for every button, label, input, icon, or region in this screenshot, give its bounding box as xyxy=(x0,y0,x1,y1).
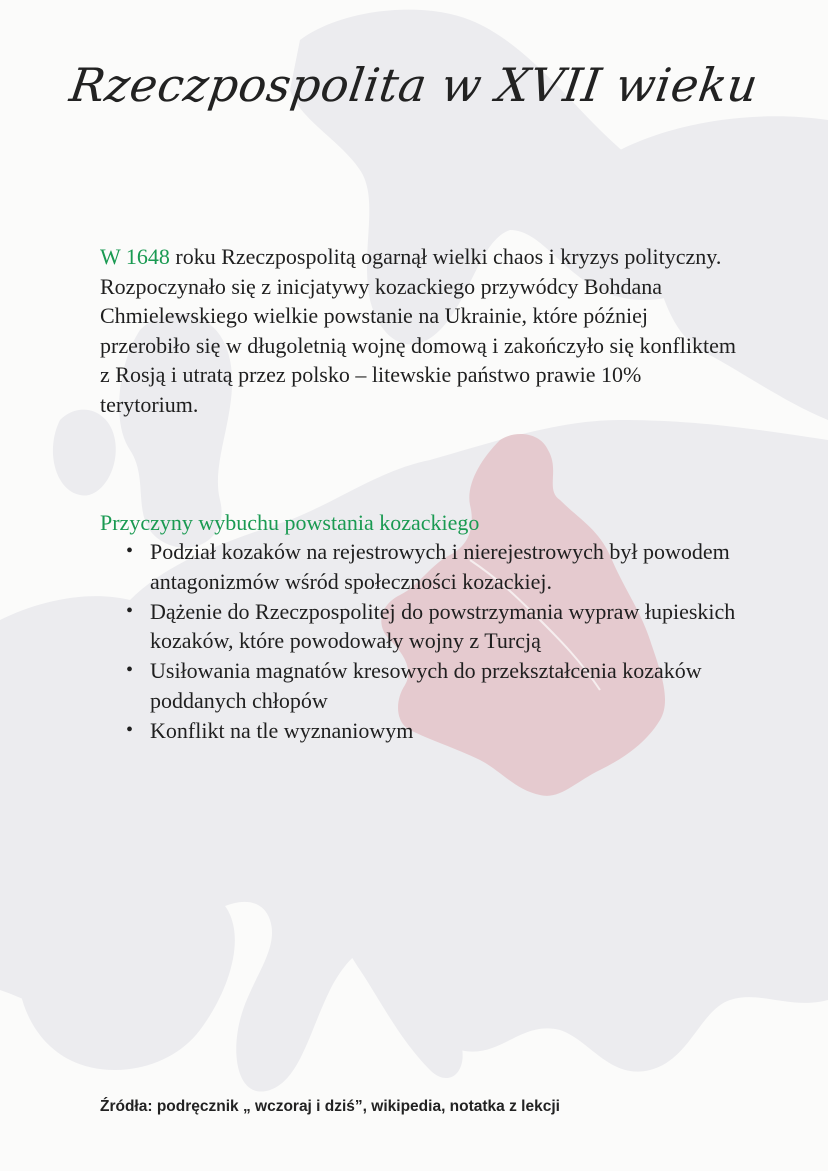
list-item xyxy=(100,597,740,657)
intro-year: W 1648 xyxy=(100,244,170,269)
map-ireland xyxy=(53,410,116,496)
causes-list xyxy=(100,537,740,746)
list-item-text: Podział kozaków na rejestrowych i nierejestrowych był powodem antagonizmów wśród społeczności kozackiej. xyxy=(150,539,730,594)
intro-text: roku Rzeczpospolitą ogarnął wielki chaos i kryzys polityczny. Rozpoczynało się z inicjatywy kozackiego przywódcy Bohdana Chmielewskiego wielkie powstanie na Ukrainie, które później przerobiło się w długoletnią wojnę domową i zakończyło się konfliktem z Rosją i utratą przez polsko – litewskie państwo prawie 10% terytorium. xyxy=(100,244,737,417)
list-item xyxy=(100,656,740,716)
bullet-icon: • xyxy=(126,599,134,622)
causes-heading: Przyczyny wybuchu powstania kozackiego xyxy=(100,510,480,535)
intro-paragraph xyxy=(100,242,740,419)
list-item-text: Usiłowania magnatów kresowych do przekształcenia kozaków poddanych chłopów xyxy=(150,658,702,713)
list-item xyxy=(100,716,740,746)
list-item-text: Konflikt na tle wyznaniowym xyxy=(150,717,414,743)
list-item xyxy=(100,537,740,597)
bullet-icon: • xyxy=(126,540,134,562)
sources-footnote: Źródła: podręcznik „ wczoraj i dziś”, wikipedia, notatka z lekcji xyxy=(100,1098,560,1115)
page-title: Rzeczpospolita w XVII wieku xyxy=(66,58,762,112)
bullet-icon: • xyxy=(126,718,134,741)
list-item-text: Dążenie do Rzeczpospolitej do powstrzymania wypraw łupieskich kozaków, które powodowały wojny z Turcją xyxy=(150,598,736,654)
bullet-icon: • xyxy=(126,659,134,682)
map-iberia xyxy=(17,870,234,1070)
